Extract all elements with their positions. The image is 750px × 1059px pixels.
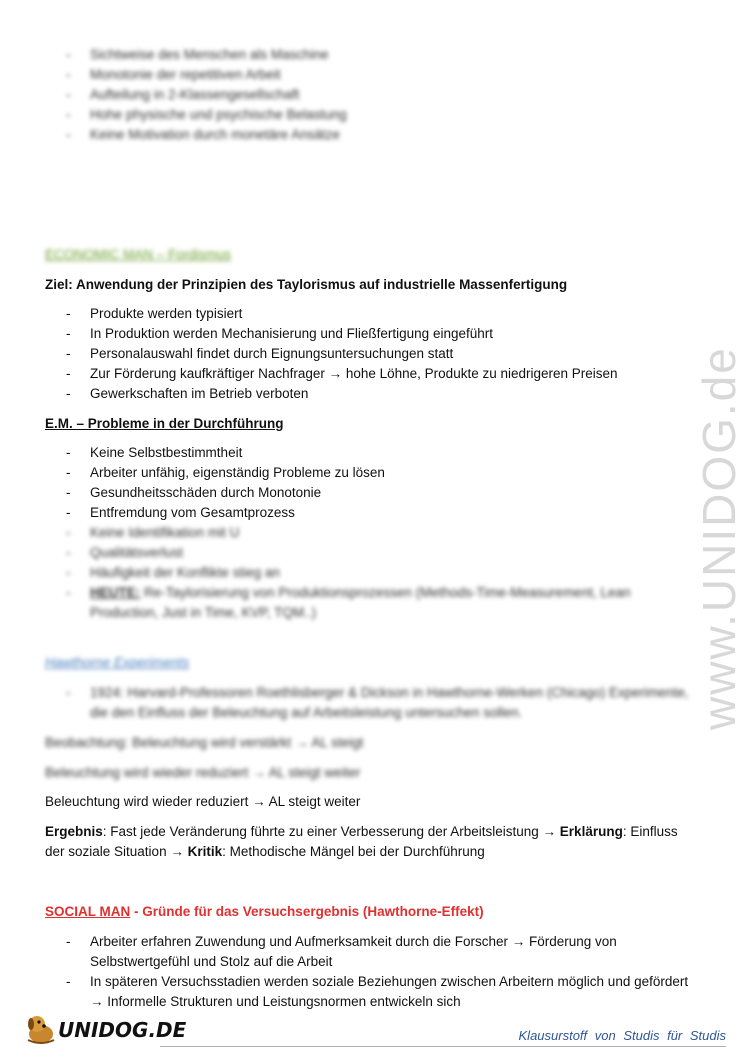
social-item-2-line-1: In späteren Versuchsstadien werden soziale Beziehungen zwischen Arbeitern möglich und gefördert bbox=[90, 974, 689, 989]
economic-list bbox=[66, 304, 618, 404]
dog-icon bbox=[24, 1012, 58, 1046]
list-item bbox=[66, 932, 688, 972]
heute-text: Re-Taylorisierung von Produktionsprozessen (Methods-Time-Measurement, Lean bbox=[144, 585, 631, 600]
problems-list bbox=[66, 443, 385, 523]
hawthorne-heading: Hawthorne Experiments bbox=[45, 655, 190, 670]
list-item: - Monotonie der repetitiven Arbeit bbox=[66, 65, 347, 85]
social-man-title: SOCIAL MAN bbox=[45, 904, 131, 919]
watermark-text: www.UNIDOG.de bbox=[693, 346, 745, 730]
unidog-logo bbox=[24, 1012, 187, 1046]
result-paragraph bbox=[45, 822, 705, 862]
list-item bbox=[66, 683, 689, 723]
list-item: - Sichtweise des Menschen als Maschine bbox=[66, 45, 347, 65]
list-item: - Produkte werden typisiert bbox=[66, 304, 618, 324]
list-item: - Hohe physische und psychische Belastung bbox=[66, 105, 347, 125]
blurred-top-list bbox=[66, 45, 347, 145]
explanation-label: Erklärung bbox=[559, 824, 623, 839]
list-item: - Gewerkschaften im Betrieb verboten bbox=[66, 384, 618, 404]
list-item: - Arbeiter unfähig, eigenständig Probleme zu lösen bbox=[66, 463, 385, 483]
list-item bbox=[66, 972, 688, 1012]
list-item: - Aufteilung in 2-Klassengesellschaft bbox=[66, 85, 347, 105]
list-item: - Häufigkeit der Konflikte stieg an bbox=[66, 563, 630, 583]
hawthorne-item-line-1: 1924: Harvard-Professoren Roethlisberger & Dickson in Hawthorne-Werken (Chicago) Experimente, bbox=[90, 685, 689, 700]
list-item: - Zur Förderung kaufkräftiger Nachfrager → hohe Löhne, Produkte zu niedrigeren Preisen bbox=[66, 364, 618, 384]
logo-text: UNIDOG.DE bbox=[58, 1018, 187, 1042]
list-item: - In Produktion werden Mechanisierung und Fließfertigung eingeführt bbox=[66, 324, 618, 344]
footer-divider bbox=[160, 1046, 726, 1047]
list-item: - Keine Selbstbestimmtheit bbox=[66, 443, 385, 463]
list-item: - Gesundheitsschäden durch Monotonie bbox=[66, 483, 385, 503]
observation-3: Beleuchtung wird wieder reduziert → AL steigt weiter bbox=[45, 794, 361, 809]
social-list bbox=[66, 932, 688, 1012]
social-man-subtitle: - Gründe für das Versuchsergebnis (Hawthorne-Effekt) bbox=[130, 904, 484, 919]
result-text: : Fast jede Veränderung führte zu einer Verbesserung der Arbeitsleistung → bbox=[102, 824, 560, 839]
social-man-heading bbox=[45, 902, 484, 922]
social-item-2-line-2: → Informelle Strukturen und Leistungsnormen entwickeln sich bbox=[90, 994, 461, 1009]
list-item: - Entfremdung vom Gesamtprozess bbox=[66, 503, 385, 523]
list-item: - Qualitätsverlust bbox=[66, 543, 630, 563]
explanation-text: : Einfluss bbox=[622, 824, 678, 839]
critique-label: Kritik bbox=[187, 844, 223, 859]
economic-man-heading: ECONOMIC MAN – Fordismus bbox=[45, 247, 232, 262]
problems-heading: E.M. – Probleme in der Durchführung bbox=[45, 416, 284, 431]
problems-blurred-list bbox=[66, 523, 630, 623]
heute-text-2: Production, Just in Time, KVP, TQM..) bbox=[90, 605, 317, 620]
observation-2: Beleuchtung wird wieder reduziert → AL steigt weiter bbox=[45, 765, 361, 780]
list-item: - Keine Identifikation mit U bbox=[66, 523, 630, 543]
result-label: Ergebnis bbox=[45, 824, 103, 839]
hawthorne-list bbox=[66, 683, 689, 723]
observation-1: Beobachtung: Beleuchtung wird verstärkt → AL steigt bbox=[45, 735, 364, 750]
economic-goal: Ziel: Anwendung der Prinzipien des Taylorismus auf industrielle Massenfertigung bbox=[45, 277, 568, 292]
list-item: - Keine Motivation durch monetäre Ansätze bbox=[66, 125, 347, 145]
hawthorne-item-line-2: die den Einfluss der Beleuchtung auf Arbeitsleistung untersuchen sollen. bbox=[90, 705, 523, 720]
critique-text: : Methodische Mängel bei der Durchführung bbox=[222, 844, 485, 859]
footer-tagline: Klausurstoff von Studis für Studis bbox=[518, 1028, 726, 1043]
heute-label: HEUTE: bbox=[90, 585, 141, 600]
list-item bbox=[66, 583, 630, 623]
list-item: - Personalauswahl findet durch Eignungsuntersuchungen statt bbox=[66, 344, 618, 364]
social-item-1-line-2: Selbstwertgefühl und Stolz auf die Arbeit bbox=[90, 954, 333, 969]
result-line-2: der soziale Situation → bbox=[45, 844, 188, 859]
social-item-1-line-1: Arbeiter erfahren Zuwendung und Aufmerksamkeit durch die Forscher → Förderung von bbox=[90, 934, 617, 949]
